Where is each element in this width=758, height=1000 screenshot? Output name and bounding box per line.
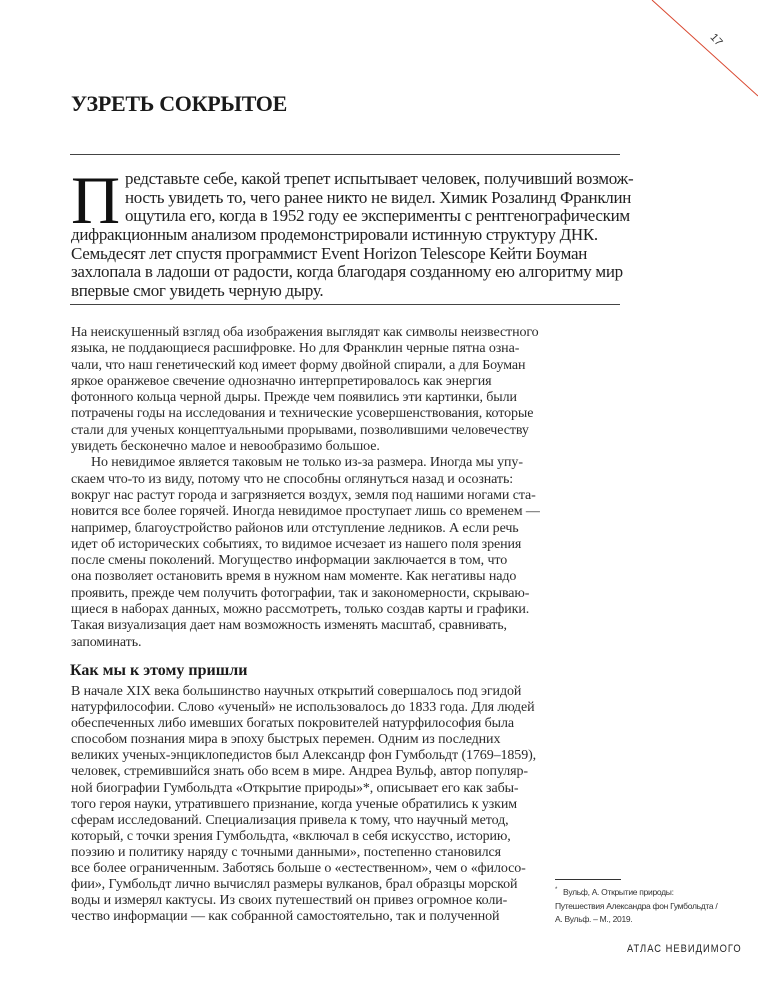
text-line: ной биографии Гумбольдта «Открытие природы»*, описывает его как забы-	[71, 780, 519, 796]
text-line: который, с точки зрения Гумбольдта, «включал в себя искусство, историю,	[71, 828, 511, 844]
text-line: впервые смог увидеть черную дыру.	[71, 281, 324, 301]
footnote-rule	[555, 879, 621, 880]
bottom-rule	[70, 304, 620, 305]
text-line: вокруг нас растут города и загрязняется воздух, земля под нашими ногами ста-	[71, 487, 536, 503]
drop-cap: П	[71, 170, 120, 226]
footnote-text: Вульф, А. Открытие природы:	[563, 887, 674, 897]
text-line: редставьте себе, какой трепет испытывает человек, получивший возмож-	[125, 169, 634, 188]
text-line: того героя науки, утратившего признание, когда ученые обратились к узким	[71, 796, 518, 812]
text-line: способом познания мира в эпоху быстрых перемен. Одним из последних	[71, 732, 501, 748]
body-paragraph-1	[71, 325, 551, 455]
text-line: новится все более горячей. Иногда невидимое проступает лишь со временем —	[71, 504, 540, 520]
footnote-marker: *	[555, 887, 558, 894]
text-line: На неискушенный взгляд оба изображения выглядят как символы неизвестного	[71, 325, 539, 340]
footnote-line: А. Вульф. – М., 2019.	[555, 914, 633, 924]
text-line: поэзию и политику наряду с точными данными», постепенно становился	[71, 844, 501, 860]
text-line: Но невидимое является таковым не только из-за размера. Иногда мы упу-	[91, 455, 523, 471]
lead-paragraph	[71, 169, 634, 301]
text-line: языка, не поддающиеся расшифровке. Но для Франклин черные пятна озна-	[71, 341, 520, 357]
top-rule	[70, 154, 620, 155]
text-line: Семьдесят лет спустя программист Event Horizon Telescope Кейти Боуман	[71, 243, 587, 263]
text-line: ность увидеть то, чего ранее никто не видел. Химик Розалинд Франклин	[125, 187, 632, 207]
text-line: скаем что-то из виду, потому что не способны оглянуться назад и осознать:	[71, 471, 514, 487]
page-number: 17	[707, 31, 725, 49]
text-line: проявить, прежде чем получить фотографии, так и закономерности, скрываю-	[71, 585, 530, 601]
text-line: дифракционным анализом продемонстрировали истинную структуру ДНК.	[71, 225, 598, 245]
page-title: УЗРЕТЬ СОКРЫТОЕ	[71, 91, 287, 116]
text-line: потрачены годы на исследования и технические усовершенствования, которые	[71, 406, 534, 422]
text-line: В начале XIX века большинство научных открытий совершалось под эгидой	[71, 684, 522, 699]
body-paragraph-2	[71, 455, 551, 651]
footnote	[555, 886, 717, 927]
footnote-line	[555, 886, 717, 900]
footnote-line: Путешествия Александра фон Гумбольдта /	[555, 900, 718, 911]
text-line: человек, стремившийся знать обо всем в мире. Андреа Вульф, автор популяр-	[71, 764, 528, 780]
text-line: захлопала в ладоши от радости, когда благодаря созданному ею алгоритму мир	[71, 262, 623, 282]
text-line: чали, что наш генетический код имеет форму двойной спирали, а для Боуман	[71, 357, 526, 373]
corner-decoration-line	[0, 0, 758, 100]
text-line: щиеся в наборах данных, можно рассмотреть, только создав карты и графики.	[71, 602, 530, 618]
text-line: идет об исторических событиях, то видимое исчезает из нашего поля зрения	[71, 536, 522, 552]
text-line: стали для ученых концептуальными прорывами, позволившими человечеству	[71, 422, 529, 438]
text-line: обеспеченных либо имевших богатых покровителей натурфилософия была	[71, 716, 514, 732]
text-line: фии», Гумбольдт лично вычислял размеры вулканов, брал образцы морской	[71, 877, 518, 893]
text-line: великих ученых-энциклопедистов был Александр фон Гумбольдт (1769–1859),	[71, 748, 537, 764]
book-title-footer: АТЛАС НЕВИДИМОГО	[627, 943, 742, 955]
text-line: натурфилософии. Слово «ученый» не использовалось до 1833 года. Для людей	[71, 700, 535, 716]
text-line: яркое оранжевое свечение однозначно интерпретировалось как энергия	[71, 373, 492, 389]
body-paragraph-3	[71, 684, 551, 925]
text-line: чество информации — как собранной самостоятельно, так и полученной	[71, 909, 500, 925]
text-line: запоминать.	[71, 634, 142, 650]
text-line: после смены поколений. Могущество информации заключается в том, что	[71, 553, 508, 569]
text-line: ощутила его, когда в 1952 году ее эксперименты с рентгенографическим	[125, 206, 630, 226]
text-line: увидеть бесконечно малое и невообразимо большое.	[71, 439, 380, 455]
text-line: Такая визуализация дает нам возможность изменять масштаб, сравнивать,	[71, 618, 507, 634]
text-line: все более ограниченным. Заботясь больше о «естественном», чем о «филосо-	[71, 861, 526, 877]
text-line: она позволяет остановить время в нужном нам моменте. Как негативы надо	[71, 569, 517, 585]
text-line: фотонного кольца черной дыры. Прежде чем появились эти картинки, были	[71, 390, 517, 406]
text-line: воды и измерял кактусы. Из своих путешествий он привез огромное коли-	[71, 893, 508, 909]
section-subheading: Как мы к этому пришли	[70, 662, 248, 679]
text-line: сферам исследований. Специализация привела к тому, что научный метод,	[71, 812, 509, 828]
text-line: например, благоустройство районов или отступление ледников. А если речь	[71, 520, 519, 536]
